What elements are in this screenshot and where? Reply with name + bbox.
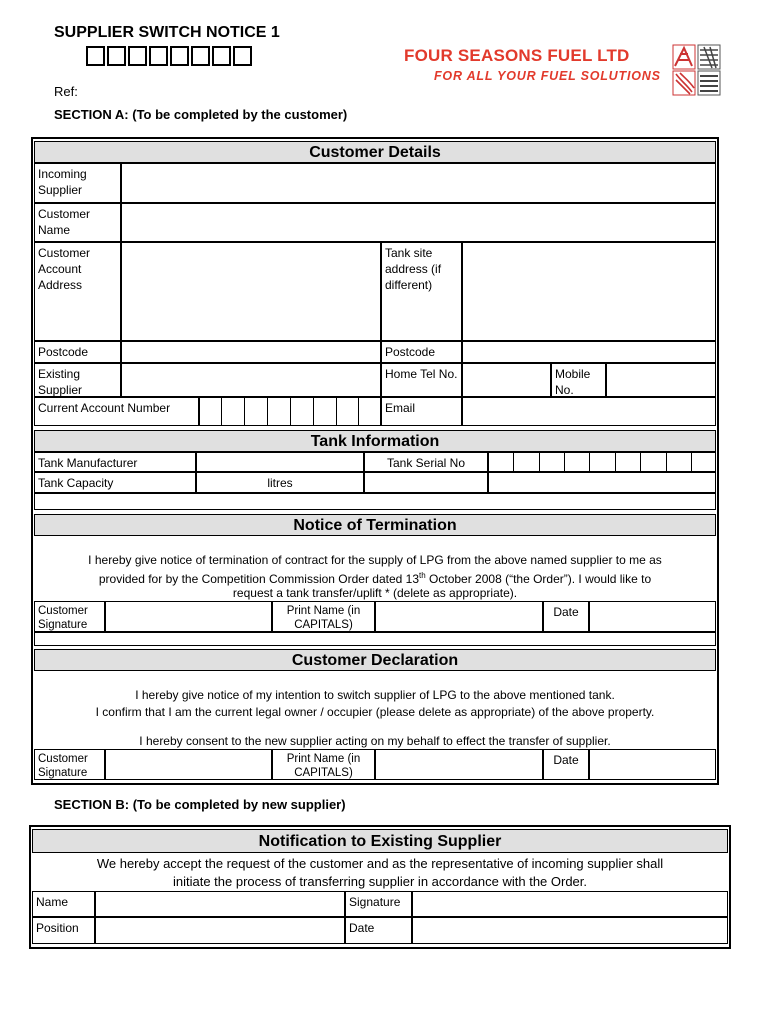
account-box-divider bbox=[267, 397, 268, 426]
ref-box[interactable] bbox=[86, 46, 105, 66]
tank-capacity-label: Tank Capacity bbox=[34, 472, 196, 493]
termination-superscript: th bbox=[419, 571, 426, 580]
company-tagline: FOR ALL YOUR FUEL SOLUTIONS bbox=[434, 69, 661, 83]
ref-box[interactable] bbox=[149, 46, 168, 66]
termination-date-field[interactable] bbox=[589, 601, 716, 632]
incoming-supplier-field[interactable] bbox=[121, 163, 716, 203]
termination-line-2-end: October 2008 (“the Order”). I would like to bbox=[425, 572, 652, 586]
tank-manufacturer-field[interactable] bbox=[196, 452, 364, 472]
existing-supplier-field[interactable] bbox=[121, 363, 381, 397]
account-box-divider bbox=[290, 397, 291, 426]
ref-label: Ref: bbox=[54, 84, 78, 99]
tank-postcode-field[interactable] bbox=[462, 341, 716, 363]
declaration-print-name-label: Print Name (in CAPITALS) bbox=[272, 749, 375, 780]
serial-box-divider bbox=[666, 452, 667, 472]
customer-name-label: Customer Name bbox=[34, 203, 121, 242]
notification-name-field[interactable] bbox=[95, 891, 345, 917]
section-a-heading: SECTION A: (To be completed by the customer) bbox=[54, 107, 348, 122]
account-box-divider bbox=[358, 397, 359, 426]
declaration-line-2: I confirm that I am the current legal owner / occupier (please delete as appropriate) of the above property. bbox=[95, 705, 655, 719]
serial-box-divider bbox=[539, 452, 540, 472]
tank-serial-boxes[interactable] bbox=[488, 452, 716, 472]
account-box-divider bbox=[244, 397, 245, 426]
serial-box-divider bbox=[691, 452, 692, 472]
existing-supplier-label: Existing Supplier bbox=[34, 363, 121, 397]
serial-box-divider bbox=[564, 452, 565, 472]
termination-line-3: request a tank transfer/uplift * (delete as appropriate). bbox=[232, 586, 518, 600]
customer-address-label: Customer Account Address bbox=[34, 242, 121, 341]
notification-date-field[interactable] bbox=[412, 917, 728, 944]
email-field[interactable] bbox=[462, 397, 716, 426]
incoming-supplier-label: Incoming Supplier bbox=[34, 163, 121, 203]
tank-information-heading: Tank Information bbox=[34, 430, 716, 452]
notification-heading: Notification to Existing Supplier bbox=[32, 829, 728, 853]
notification-position-field[interactable] bbox=[95, 917, 345, 944]
postcode-field[interactable] bbox=[121, 341, 381, 363]
termination-date-label: Date bbox=[543, 601, 589, 632]
postcode-label: Postcode bbox=[34, 341, 121, 363]
account-box-divider bbox=[221, 397, 222, 426]
ref-box[interactable] bbox=[233, 46, 252, 66]
seasons-logo-icon bbox=[672, 44, 722, 96]
home-tel-label: Home Tel No. bbox=[381, 363, 462, 397]
notification-line-1: We hereby accept the request of the customer and as the representative of incoming supplier shall bbox=[96, 856, 664, 871]
company-name: FOUR SEASONS FUEL LTD bbox=[404, 46, 630, 65]
tank-postcode-label: Postcode bbox=[381, 341, 462, 363]
termination-print-name-field[interactable] bbox=[375, 601, 543, 632]
declaration-signature-label: Customer Signature bbox=[34, 749, 105, 780]
account-box-divider bbox=[313, 397, 314, 426]
notification-line-2: initiate the process of transferring supplier in accordance with the Order. bbox=[172, 874, 588, 889]
tank-capacity-field[interactable] bbox=[196, 472, 364, 493]
termination-print-name-label: Print Name (in CAPITALS) bbox=[272, 601, 375, 632]
mobile-label: Mobile No. bbox=[551, 363, 606, 397]
tank-site-address-label: Tank site address (if different) bbox=[381, 242, 462, 341]
tank-capacity-blank bbox=[364, 472, 488, 493]
tank-spacer-row bbox=[34, 493, 716, 510]
home-tel-field[interactable] bbox=[462, 363, 551, 397]
termination-line-2-text: provided for by the Competition Commission Order dated 13 bbox=[98, 572, 420, 586]
ref-boxes[interactable] bbox=[86, 46, 252, 66]
litres-unit: litres bbox=[267, 476, 293, 490]
notification-signature-label: Signature bbox=[345, 891, 412, 917]
tank-manufacturer-label: Tank Manufacturer bbox=[34, 452, 196, 472]
notification-date-label: Date bbox=[345, 917, 412, 944]
termination-spacer-row bbox=[34, 632, 716, 646]
section-b-heading: SECTION B: (To be completed by new supplier) bbox=[54, 797, 346, 812]
customer-name-field[interactable] bbox=[121, 203, 716, 242]
mobile-field[interactable] bbox=[606, 363, 716, 397]
declaration-signature-field[interactable] bbox=[105, 749, 272, 780]
ref-box[interactable] bbox=[107, 46, 126, 66]
form-title: SUPPLIER SWITCH NOTICE 1 bbox=[54, 24, 280, 41]
company-logo bbox=[404, 44, 724, 100]
serial-box-divider bbox=[589, 452, 590, 472]
termination-line-1: I hereby give notice of termination of contract for the supply of LPG from the above named supplier to me as bbox=[88, 553, 662, 567]
customer-details-heading: Customer Details bbox=[34, 141, 716, 163]
ref-box[interactable] bbox=[191, 46, 210, 66]
tank-site-address-field[interactable] bbox=[462, 242, 716, 341]
declaration-line-1: I hereby give notice of my intention to switch supplier of LPG to the above mentioned tank. bbox=[135, 688, 615, 702]
termination-signature-label: Customer Signature bbox=[34, 601, 105, 632]
account-box-divider bbox=[336, 397, 337, 426]
declaration-date-field[interactable] bbox=[589, 749, 716, 780]
declaration-line-3: I hereby consent to the new supplier acting on my behalf to effect the transfer of supplier. bbox=[139, 734, 611, 748]
termination-heading: Notice of Termination bbox=[34, 514, 716, 536]
termination-signature-field[interactable] bbox=[105, 601, 272, 632]
ref-box[interactable] bbox=[212, 46, 231, 66]
serial-box-divider bbox=[513, 452, 514, 472]
serial-box-divider bbox=[640, 452, 641, 472]
tank-capacity-blank2 bbox=[488, 472, 716, 493]
declaration-print-name-field[interactable] bbox=[375, 749, 543, 780]
declaration-heading: Customer Declaration bbox=[34, 649, 716, 671]
notification-name-label: Name bbox=[32, 891, 95, 917]
notification-signature-field[interactable] bbox=[412, 891, 728, 917]
serial-box-divider bbox=[615, 452, 616, 472]
customer-address-field[interactable] bbox=[121, 242, 381, 341]
ref-box[interactable] bbox=[170, 46, 189, 66]
ref-box[interactable] bbox=[128, 46, 147, 66]
notification-position-label: Position bbox=[32, 917, 95, 944]
account-number-label: Current Account Number bbox=[34, 397, 199, 426]
tank-serial-label: Tank Serial No bbox=[364, 452, 488, 472]
email-label: Email bbox=[381, 397, 462, 426]
declaration-date-label: Date bbox=[543, 749, 589, 780]
